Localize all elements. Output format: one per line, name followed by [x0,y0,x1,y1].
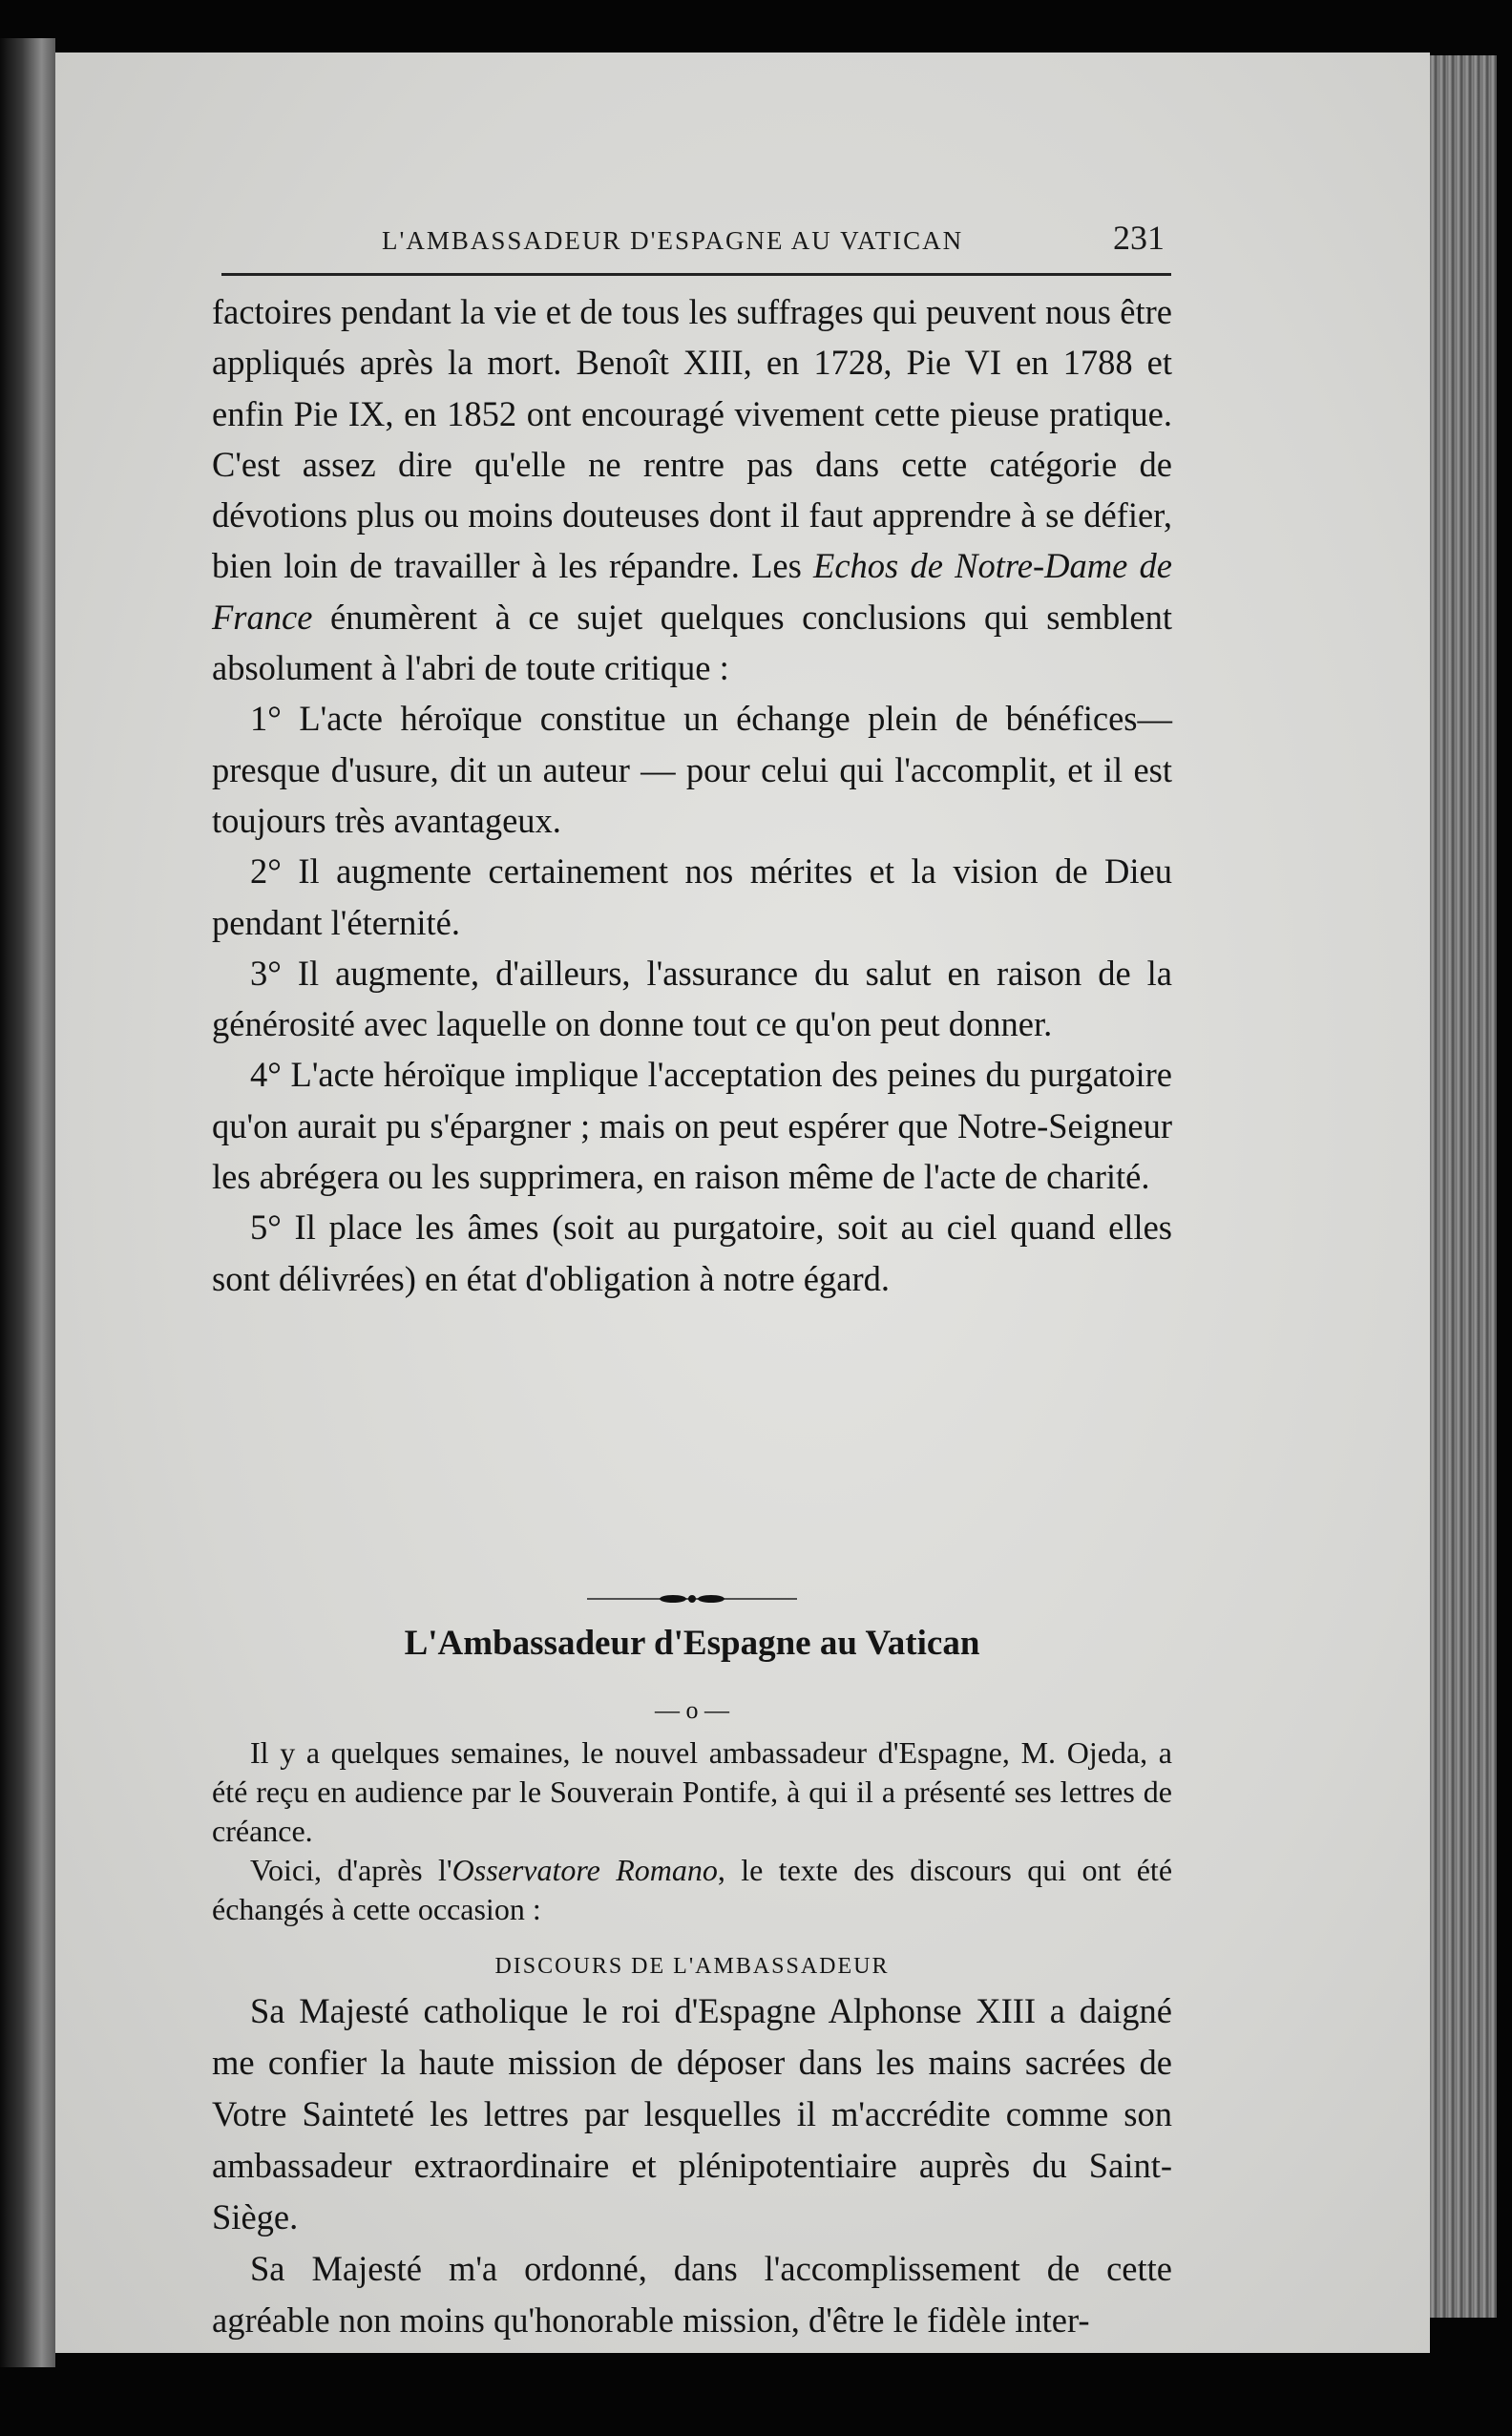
page-stack-edges [1430,55,1497,2318]
list-item-1: 1° L'acte héroïque constitue un échange plein de bénéfices— presque d'usure, dit un auteur — pour celui qui l'accomplit, et il est toujours très avantageux. [212,699,1172,840]
italic-title: Osservatore Romano [452,1853,718,1887]
paragraph-text: Voici, d'après l' [250,1853,452,1887]
intro-paragraph-2 [212,1851,1172,1929]
paragraph-text: énumèrent à ce sujet quelques conclusions qui semblent absolument à l'abri de toute critique : [212,597,1172,688]
discours-text [212,1985,1172,2346]
intro-paragraph-1: Il y a quelques semaines, le nouvel ambassadeur d'Espagne, M. Ojeda, a été reçu en audience par le Souverain Pontife, à qui il a présenté ses lettres de créance. [212,1735,1172,1848]
page-header [220,218,1174,258]
divider-ornament-icon [587,1589,797,1608]
list-item-4: 4° L'acte héroïque implique l'acceptation des peines du purgatoire qu'on aurait pu s'épargner ; mais on peut espérer que Notre-Seigneur les abrégera ou les supprimera, en raison même de l'acte de charité. [212,1055,1172,1197]
discours-heading: DISCOURS DE L'AMBASSADEUR [494,1954,890,1979]
paragraph-text: , le texte des discours qui ont été échangés à cette occasion : [212,1853,1173,1926]
italic-title: Echos de Notre-Dame de France [212,546,1172,637]
page-body [212,286,1173,2340]
page-number: 231 [1113,219,1165,257]
list-item-2: 2° Il augmente certainement nos mérites et la vision de Dieu pendant l'éternité. [212,851,1172,942]
list-item-5: 5° Il place les âmes (soit au purgatoire, soit au ciel quand elles sont délivrées) en état d'obligation à notre égard. [212,1208,1172,1298]
section-title: L'Ambassadeur d'Espagne au Vatican [404,1624,980,1663]
intro-text [212,1733,1172,1929]
discours-paragraph-2: Sa Majesté m'a ordonné, dans l'accomplissement de cette agréable non moins qu'honorable mission, d'être le fidèle inter- [212,2249,1172,2340]
list-item-3: 3° Il augmente, d'ailleurs, l'assurance du salut en raison de la générosité avec laquelle on donne tout ce qu'on peut donner. [212,953,1172,1044]
previous-page-edge [0,38,55,2367]
running-title: L'AMBASSADEUR D'ESPAGNE AU VATICAN [382,226,964,255]
discours-paragraph-1: Sa Majesté catholique le roi d'Espagne Alphonse XIII a daigné me confier la haute mission de déposer dans les mains sacrées de Votre Sainteté les lettres par lesquelles il m'accrédite comme son ambassadeur extraordinaire et plénipotentiaire auprès du Saint-Siège. [212,1991,1172,2236]
paragraph-continued [212,286,1172,693]
header-rule [221,273,1171,276]
paragraph-text: factoires pendant la vie et de tous les suffrages qui peuvent nous être appliqués après la mort. Benoît XIII, en 1728, Pie VI en 1788 et enfin Pie IX, en 1852 ont encouragé vivement cette pieuse pratique. C'est assez dire qu'elle ne rentre pas dans cette catégorie de dévotions plus ou moins douteuses dont il faut apprendre à se défier, bien loin de travailler à les répandre. Les [212,292,1172,586]
section-divider-ornament [212,1585,1172,1613]
sub-ornament: — o — [655,1696,729,1724]
